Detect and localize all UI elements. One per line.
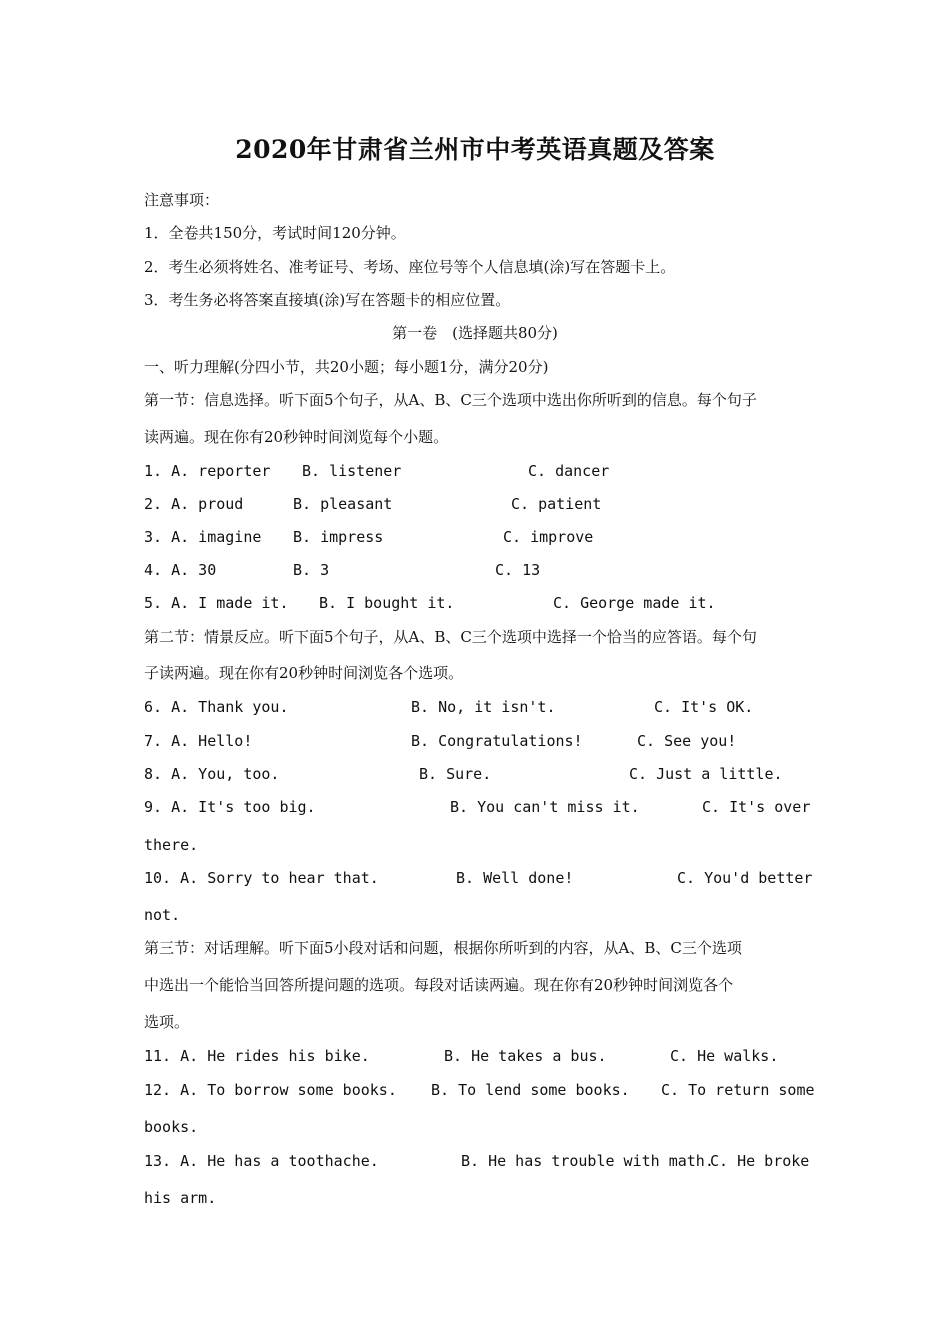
option-c: C. It's over [702,798,811,816]
option-wrap: there. [144,836,199,854]
section3-intro: 第三节：对话理解。听下面5小段对话和问题，根据你所听到的内容，从A、B、C三个选项 [144,939,742,957]
option-c: C. 13 [495,561,541,579]
section2-intro: 子读两遍。现在你有20秒钟时间浏览各个选项。 [144,664,464,682]
option-a: 13. A. He has a toothache. [144,1152,379,1170]
section1-intro: 读两遍。现在你有20秒钟时间浏览每个小题。 [144,428,449,446]
section3-intro: 选项。 [144,1013,190,1031]
option-b: B. You can't miss it. [450,798,640,816]
option-b: B. Congratulations! [411,732,583,750]
notice-item: 1．全卷共150分，考试时间120分钟。 [144,224,406,242]
section2-intro: 第二节：情景反应。听下面5个句子，从A、B、C三个选项中选择一个恰当的应答语。每个句 [144,628,757,646]
option-b: B. pleasant [293,495,393,513]
option-a: 7. A. Hello! [144,732,253,750]
option-c: C. To return some [661,1081,815,1099]
option-b: B. To lend some books. [431,1081,630,1099]
option-c: C. He walks. [670,1047,779,1065]
option-c: C. patient [511,495,602,513]
option-b: B. He has trouble with math. [461,1152,714,1170]
option-a: 6. A. Thank you. [144,698,289,716]
option-b: B. No, it isn't. [411,698,556,716]
notice-item: 2．考生必须将姓名、准考证号、考场、座位号等个人信息填(涂)写在答题卡上。 [144,258,676,276]
option-a: 9. A. It's too big. [144,798,316,816]
option-a: 11. A. He rides his bike. [144,1047,370,1065]
option-c: C. George made it. [553,594,716,612]
notice-heading: 注意事项： [144,191,220,209]
option-b: B. Well done! [456,869,574,887]
option-a: 8. A. You, too. [144,765,280,783]
option-b: B. He takes a bus. [444,1047,607,1065]
option-c: C. dancer [528,462,610,480]
option-b: B. impress [293,528,384,546]
part-title: 一、听力理解(分四小节，共20小题；每小题1分，满分20分) [144,358,549,376]
option-c: C. Just a little. [629,765,783,783]
page-title: 2020年甘肃省兰州市中考英语真题及答案 [235,135,715,164]
notice-item: 3．考生务必将答案直接填(涂)写在答题卡的相应位置。 [144,291,511,309]
option-a: 10. A. Sorry to hear that. [144,869,379,887]
option-a: 5. A. I made it. [144,594,289,612]
option-b: B. 3 [293,561,330,579]
option-a: 4. A. 30 [144,561,217,579]
option-a: 3. A. imagine [144,528,262,546]
option-b: B. listener [302,462,402,480]
option-b: B. I bought it. [319,594,455,612]
option-a: 12. A. To borrow some books. [144,1081,397,1099]
volume-title: 第一卷 (选择题共80分) [392,324,558,342]
option-c: C. It's OK. [654,698,754,716]
option-wrap: books. [144,1118,199,1136]
option-c: C. improve [503,528,594,546]
option-a: 2. A. proud [144,495,244,513]
option-a: 1. A. reporter [144,462,271,480]
option-b: B. Sure. [419,765,492,783]
option-c: C. You'd better [677,869,813,887]
section3-intro: 中选出一个能恰当回答所提问题的选项。每段对话读两遍。现在你有20秒钟时间浏览各个 [144,976,734,994]
option-wrap: his arm. [144,1189,217,1207]
option-c: C. See you! [637,732,737,750]
section1-intro: 第一节：信息选择。听下面5个句子，从A、B、C三个选项中选出你所听到的信息。每个句子 [144,391,757,409]
option-wrap: not. [144,906,181,924]
option-c: C. He broke [710,1152,810,1170]
